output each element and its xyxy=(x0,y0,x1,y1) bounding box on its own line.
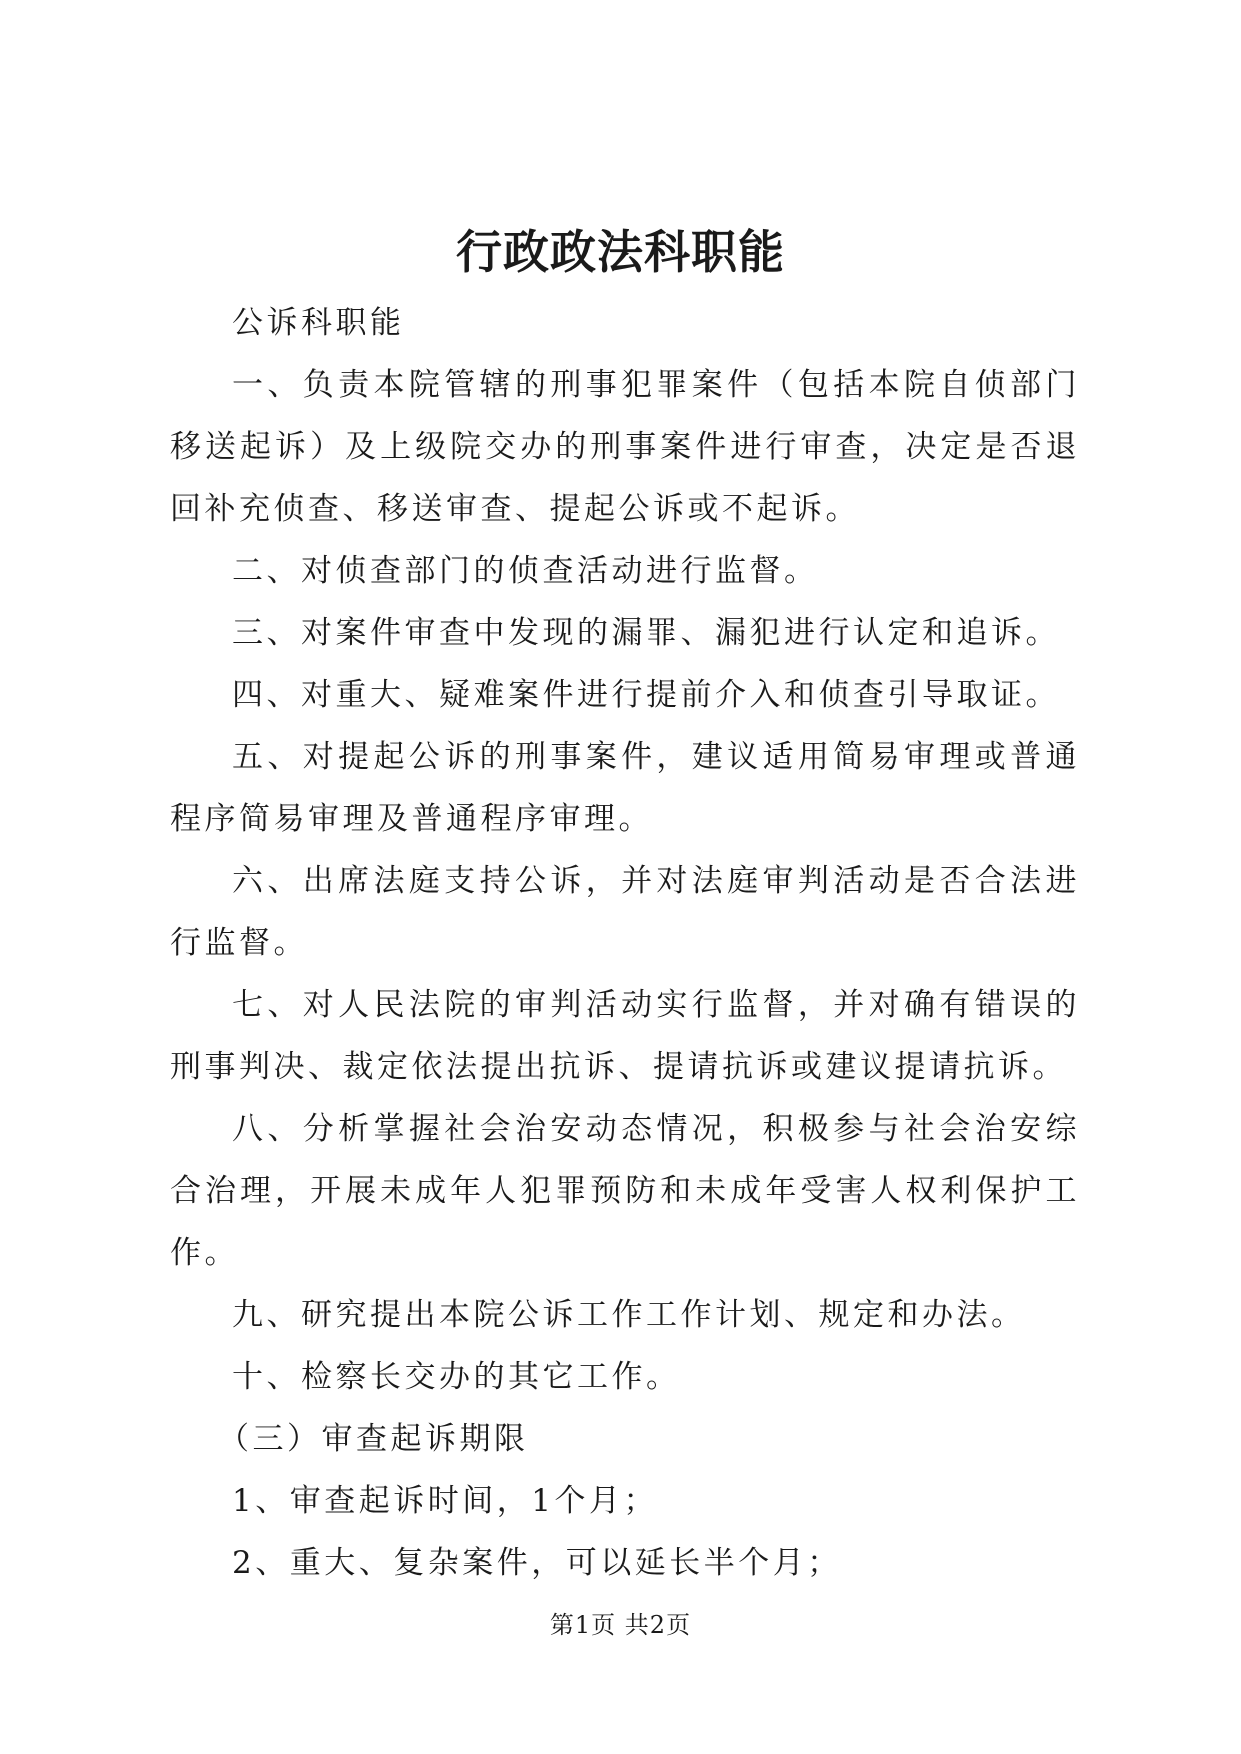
document-title: 行政政法科职能 xyxy=(456,225,785,279)
paragraph-item-7: 七、对人民法院的审判活动实行监督，并对确有错误的刑事判决、裁定依法提出抗诉、提请抗诉或建议提请抗诉。 xyxy=(170,987,1080,1085)
paragraph-limit-2: 2、重大、复杂案件，可以延长半个月； xyxy=(232,1545,842,1581)
paragraph-section-heading: 公诉科职能 xyxy=(232,305,405,341)
paragraph-item-10: 十、检察长交办的其它工作。 xyxy=(232,1359,681,1395)
paragraph-item-5: 五、对提起公诉的刑事案件，建议适用简易审理或普通程序简易审理及普通程序审理。 xyxy=(170,739,1080,837)
paragraph-item-2: 二、对侦查部门的侦查活动进行监督。 xyxy=(232,553,819,589)
page-number-footer: 第1页 共2页 xyxy=(549,1611,692,1639)
paragraph-subheading: （三）审查起诉期限 xyxy=(218,1421,529,1457)
paragraph-item-9: 九、研究提出本院公诉工作工作计划、规定和办法。 xyxy=(232,1297,1026,1333)
paragraph-limit-1: 1、审查起诉时间，1个月； xyxy=(232,1483,658,1519)
document-body xyxy=(170,292,1080,1594)
paragraph-item-6: 六、出席法庭支持公诉，并对法庭审判活动是否合法进行监督。 xyxy=(170,863,1080,961)
paragraph-item-4: 四、对重大、疑难案件进行提前介入和侦查引导取证。 xyxy=(232,677,1060,713)
paragraph-item-8: 八、分析掌握社会治安动态情况，积极参与社会治安综合治理，开展未成年人犯罪预防和未成年受害人权利保护工作。 xyxy=(170,1111,1080,1271)
paragraph-item-3: 三、对案件审查中发现的漏罪、漏犯进行认定和追诉。 xyxy=(232,615,1060,651)
paragraph-item-1: 一、负责本院管辖的刑事犯罪案件（包括本院自侦部门移送起诉）及上级院交办的刑事案件进行审查，决定是否退回补充侦查、移送审查、提起公诉或不起诉。 xyxy=(170,367,1080,527)
